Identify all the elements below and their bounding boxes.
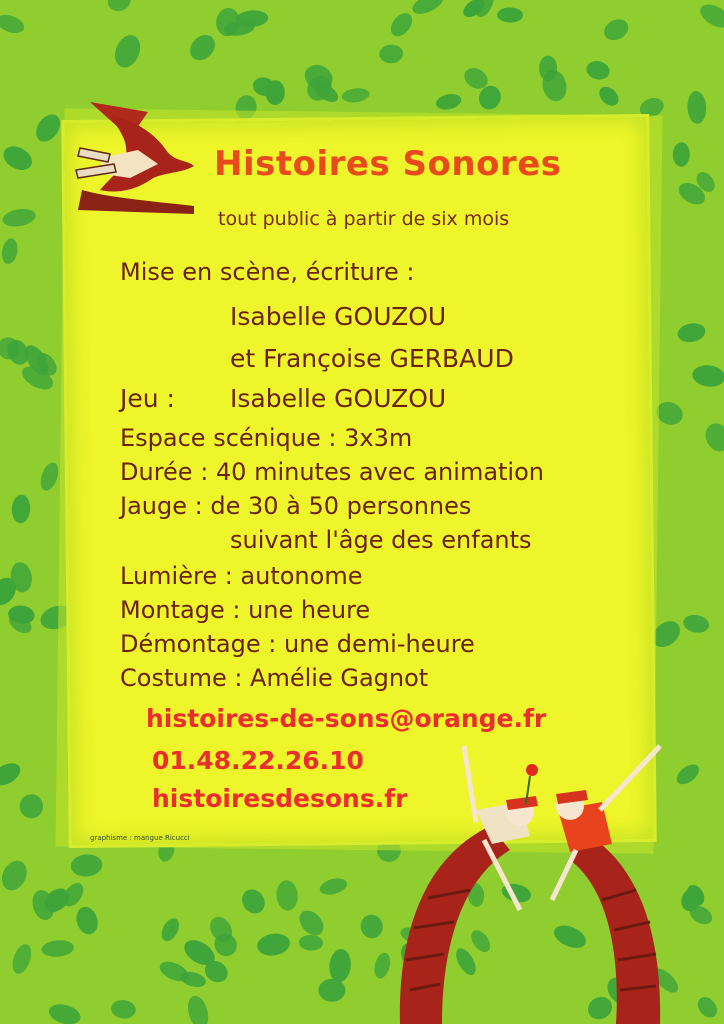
leaf-shape	[341, 87, 370, 104]
leaf-shape	[600, 15, 632, 44]
hat-illustration-icon	[70, 98, 200, 216]
leaf-shape	[185, 993, 212, 1024]
author-2: et Françoise GERBAUD	[230, 344, 514, 373]
costume: Costume : Amélie Gagnot	[120, 664, 429, 692]
leaf-shape	[696, 0, 724, 32]
leaf-shape	[682, 613, 711, 635]
leaf-shape	[295, 906, 329, 940]
leaf-shape	[275, 879, 298, 911]
leaf-shape	[0, 142, 36, 175]
leaf-shape	[596, 83, 623, 109]
graphic-credit: graphisme : mangue Ricucci	[90, 834, 190, 842]
leaf-shape	[237, 885, 269, 918]
leaf-shape	[37, 460, 61, 493]
jeu-value: Isabelle GOUZOU	[230, 384, 447, 413]
leaf-shape	[379, 44, 404, 64]
leaf-shape	[676, 321, 707, 344]
leaf-shape	[110, 998, 137, 1020]
leaf-shape	[73, 904, 101, 937]
leaf-shape	[185, 30, 220, 65]
leaf-shape	[158, 915, 183, 944]
leaf-shape	[11, 494, 31, 524]
leaf-shape	[70, 853, 103, 878]
mise-en-scene-label: Mise en scène, écriture :	[120, 258, 415, 286]
author-1: Isabelle GOUZOU	[230, 302, 447, 331]
jeu-label: Jeu :	[120, 384, 175, 413]
espace-scenique: Espace scénique : 3x3m	[120, 424, 413, 452]
leaf-shape	[47, 1001, 83, 1024]
audience-subtitle: tout public à partir de six mois	[218, 208, 510, 230]
page-title: Histoires Sonores	[214, 144, 562, 184]
leaf-shape	[9, 942, 35, 977]
website-link[interactable]: histoiresdesons.fr	[152, 784, 408, 813]
leaf-shape	[497, 7, 523, 23]
demontage: Démontage : une demi-heure	[120, 630, 475, 658]
leaf-shape	[318, 979, 345, 1002]
leaf-shape	[256, 931, 292, 957]
leaf-shape	[687, 91, 707, 125]
phone-number[interactable]: 01.48.22.26.10	[152, 746, 364, 775]
children-illustration-icon	[380, 740, 680, 1024]
duree: Durée : 40 minutes avec animation	[120, 458, 544, 486]
leaf-shape	[0, 11, 27, 36]
montage: Montage : une heure	[120, 596, 371, 624]
lumiere: Lumière : autonome	[120, 562, 363, 590]
leaf-shape	[584, 59, 611, 82]
leaf-shape	[0, 857, 31, 895]
leaf-shape	[409, 0, 446, 18]
leaf-shape	[318, 876, 349, 898]
jauge: Jauge : de 30 à 50 personnes	[120, 492, 472, 520]
leaf-shape	[299, 934, 324, 950]
leaf-shape	[1, 207, 37, 229]
jauge-continued: suivant l'âge des enfants	[230, 526, 532, 554]
leaf-shape	[41, 939, 75, 958]
leaf-shape	[694, 993, 721, 1021]
leaf-shape	[673, 142, 690, 167]
leaf-shape	[387, 9, 417, 40]
leaf-shape	[110, 31, 144, 71]
leaf-shape	[328, 948, 353, 983]
leaf-shape	[31, 110, 65, 146]
leaf-shape	[0, 759, 24, 790]
leaf-shape	[18, 793, 44, 819]
leaf-shape	[691, 363, 724, 388]
leaf-shape	[701, 419, 724, 456]
leaf-shape	[105, 0, 133, 14]
leaf-shape	[435, 92, 463, 112]
leaf-shape	[0, 237, 19, 265]
email-link[interactable]: histoires-de-sons@orange.fr	[146, 704, 547, 733]
